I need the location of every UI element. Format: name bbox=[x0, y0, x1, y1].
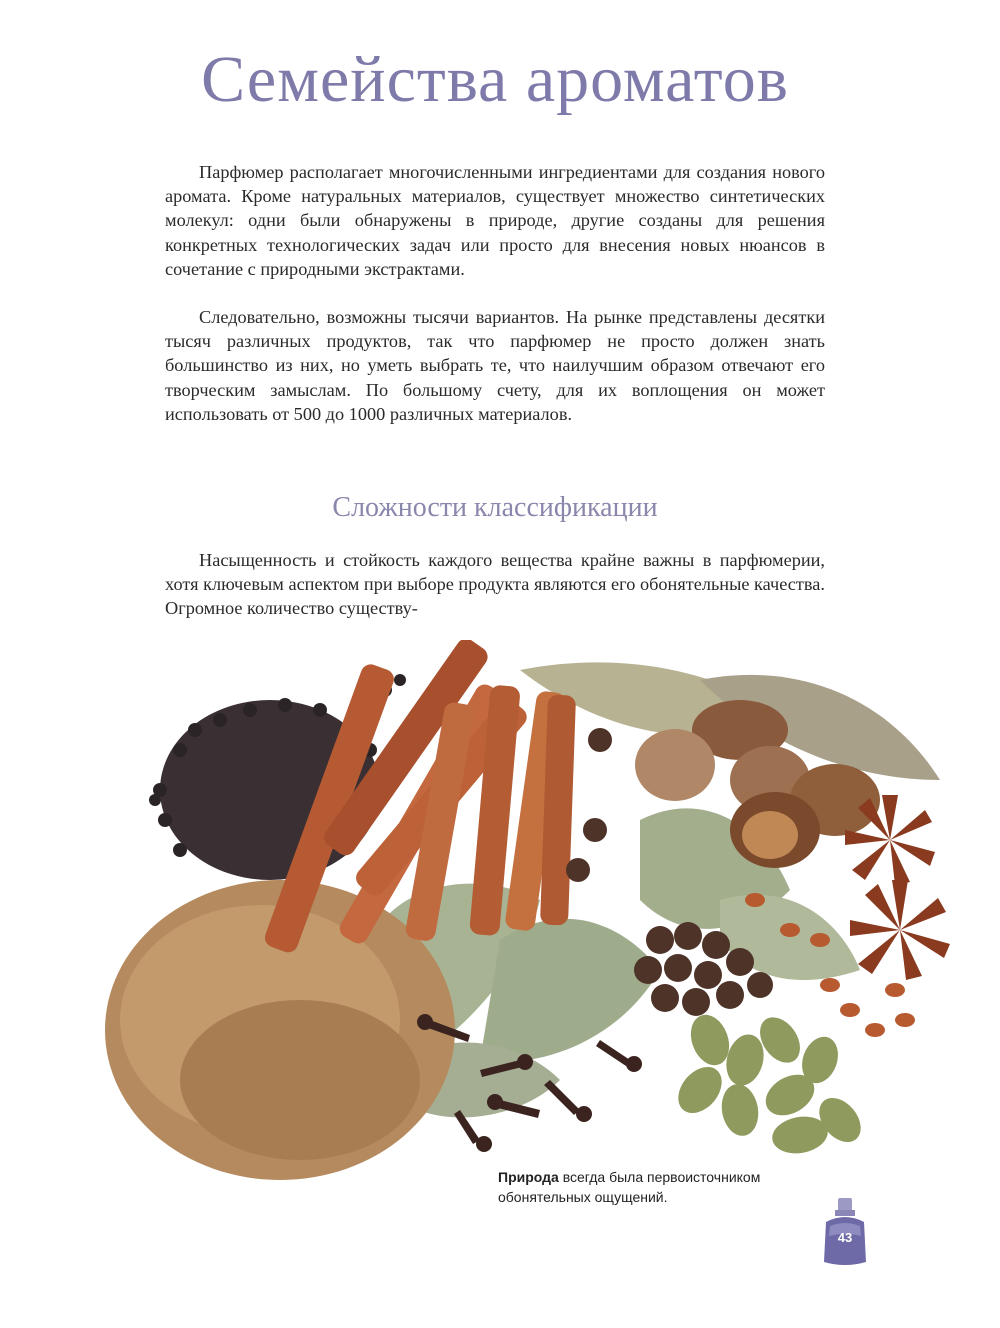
spices-photo bbox=[100, 640, 960, 1200]
paragraph-variants: Следовательно, возможны тысячи вариантов. На рынке представлены десятки тысяч различных продуктов, так что парфюмер не просто должен знать большинство из них, но уметь выбрать те, что наилучшим образом отвечают его творческим замыслам. По большому счету, для их воплощения он может использовать от 500 до 1000 различных материалов. bbox=[165, 307, 825, 424]
photo-caption bbox=[498, 1167, 818, 1207]
caption-bold: Природа bbox=[498, 1169, 559, 1185]
page-number: 43 bbox=[837, 1230, 853, 1245]
section-subtitle: Сложности классификации bbox=[332, 492, 658, 523]
caption-text: всегда была первоисточником обонятельных ощущений. bbox=[498, 1169, 761, 1205]
cardamom bbox=[669, 1009, 869, 1157]
paragraph-classification: Насыщенность и стойкость каждого вещества крайне важны в парфюмерии, хотя ключевым аспектом при выборе продукта являются его обонятельные качества. Огромное количество существу- bbox=[165, 550, 825, 619]
page-title: Семейства ароматов bbox=[201, 43, 789, 116]
paragraph-intro: Парфюмер располагает многочисленными ингредиентами для создания нового аромата. Кроме натуральных материалов, существует множество синтетических молекул: одни были обнаружены в природе, другие созданы для решения конкретных технологических задач или просто для внесения новых нюансов в сочетание с природными экстрактами. bbox=[165, 162, 825, 279]
page-number-badge bbox=[820, 1196, 870, 1268]
